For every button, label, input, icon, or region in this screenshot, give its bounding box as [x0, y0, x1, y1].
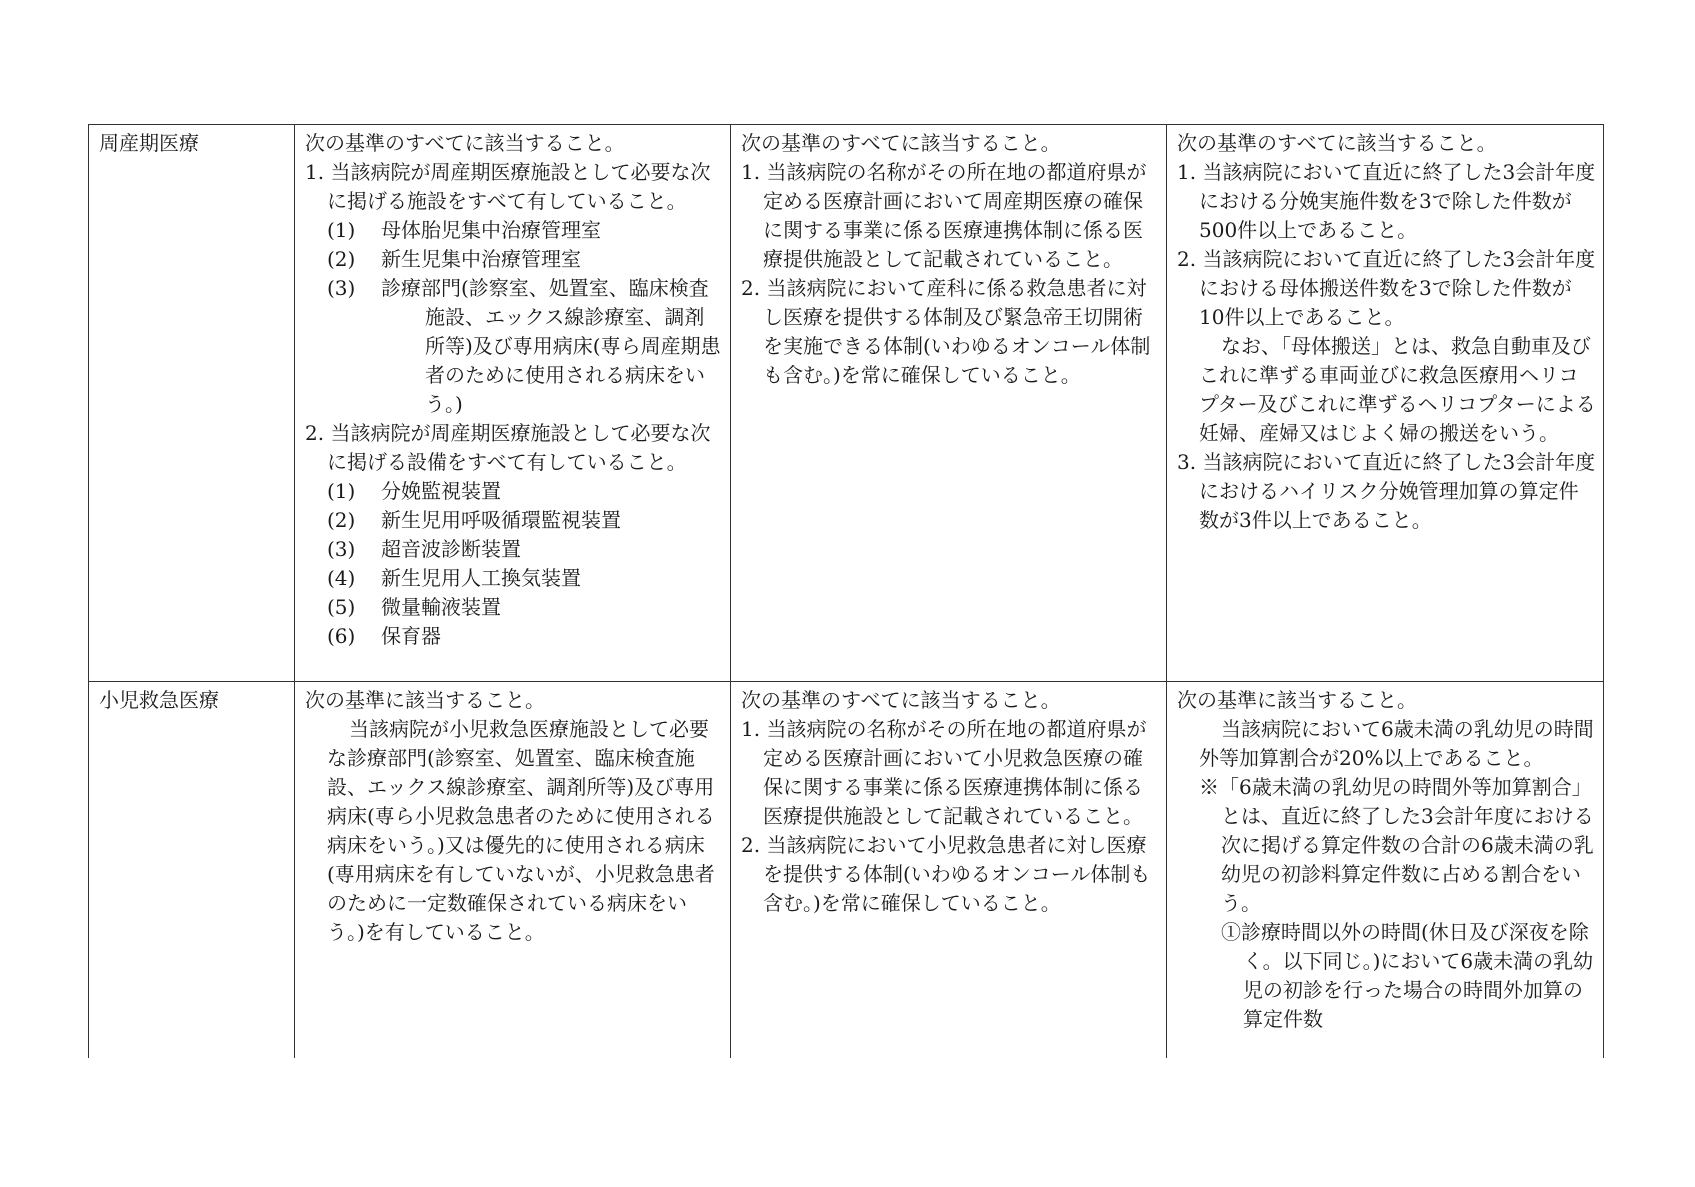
sub-item: (2) 新生児集中治療管理室	[327, 247, 581, 271]
table-row	[89, 682, 1604, 1059]
cell-heading: 次の基準のすべてに該当すること。	[741, 688, 1061, 712]
criteria-cell	[295, 682, 731, 1059]
sub-item: (2) 新生児用呼吸循環監視装置	[327, 508, 621, 532]
category-cell	[89, 682, 295, 1059]
list-item: 2. 当該病院において直近に終了した3会計年度における母体搬送件数を3で除した件数が10件以上であること。	[1177, 247, 1596, 329]
cell-heading: 次の基準のすべてに該当すること。	[741, 131, 1061, 155]
note-paragraph: なお、「母体搬送」とは、救急自動車及びこれに準ずる車両並びに救急医療用ヘリコプター及びこれに準ずるヘリコプターによる妊婦、産婦又はじよく婦の搬送をいう。	[1199, 334, 1596, 445]
criteria-cell	[1167, 125, 1604, 682]
cell-heading: 次の基準のすべてに該当すること。	[1177, 131, 1497, 155]
sub-item: (5) 微量輸液装置	[327, 595, 501, 619]
sub-item: (3) 超音波診断装置	[327, 537, 521, 561]
list-item: 1. 当該病院において直近に終了した3会計年度における分娩実施件数を3で除した件数が500件以上であること。	[1177, 160, 1596, 242]
cell-heading: 次の基準に該当すること。	[1177, 688, 1417, 712]
list-item: 1. 当該病院が周産期医療施設として必要な次に掲げる施設をすべて有していること。	[305, 160, 711, 213]
criteria-cell	[295, 125, 731, 682]
sub-item: (1) 母体胎児集中治療管理室	[327, 218, 601, 242]
sub-item: (3) 診療部門(診察室、処置室、臨床検査施設、エックス線診療室、調剤所等)及び専用病床(専ら周産期患者のために使用される病床をいう。)	[327, 276, 721, 416]
body-paragraph: 当該病院において6歳未満の乳幼児の時間外等加算割合が20%以上であること。	[1199, 717, 1594, 770]
list-item: 1. 当該病院の名称がその所在地の都道府県が定める医療計画において周産期医療の確保に関する事業に係る医療連携体制に係る医療提供施設として記載されていること。	[741, 160, 1147, 271]
cell-heading: 次の基準のすべてに該当すること。	[305, 131, 625, 155]
category-label: 周産期医療	[99, 131, 199, 155]
table-row	[89, 125, 1604, 682]
criteria-cell	[731, 682, 1167, 1059]
cell-heading: 次の基準に該当すること。	[305, 688, 545, 712]
list-item: 1. 当該病院の名称がその所在地の都道府県が定める医療計画において小児救急医療の確保に関する事業に係る医療連携体制に係る医療提供施設として記載されていること。	[741, 717, 1147, 828]
body-paragraph: 当該病院が小児救急医療施設として必要な診療部門(診察室、処置室、臨床検査施設、エックス線診療室、調剤所等)及び専用病床(専ら小児救急患者のために使用される病床をいう。)又は優先的に使用される病床(専用病床を有していないが、小児救急患者のために一定数確保されている病床をいう。)を有していること。	[327, 717, 715, 944]
criteria-cell	[731, 125, 1167, 682]
sub-item: (6) 保育器	[327, 624, 441, 648]
criteria-cell	[1167, 682, 1604, 1059]
sub-item: (4) 新生児用人工換気装置	[327, 566, 581, 590]
list-item: 2. 当該病院が周産期医療施設として必要な次に掲げる設備をすべて有していること。	[305, 421, 711, 474]
note-paragraph: ※「6歳未満の乳幼児の時間外等加算割合」とは、直近に終了した3会計年度における次に掲げる算定件数の合計の6歳未満の乳幼児の初診料算定件数に占める割合をいう。	[1199, 775, 1594, 915]
category-label: 小児救急医療	[99, 688, 219, 712]
list-item: 2. 当該病院において産科に係る救急患者に対し医療を提供する体制及び緊急帝王切開術を実施できる体制(いわゆるオンコール体制も含む。)を常に確保していること。	[741, 276, 1151, 387]
circled-item: ①診療時間以外の時間(休日及び深夜を除く。以下同じ。)において6歳未満の乳幼児の初診を行った場合の時間外加算の算定件数	[1221, 920, 1594, 1031]
list-item: 2. 当該病院において小児救急患者に対し医療を提供する体制(いわゆるオンコール体制も含む。)を常に確保していること。	[741, 833, 1151, 915]
sub-item: (1) 分娩監視装置	[327, 479, 501, 503]
criteria-table	[88, 124, 1604, 1058]
list-item: 3. 当該病院において直近に終了した3会計年度におけるハイリスク分娩管理加算の算定件数が3件以上であること。	[1177, 450, 1596, 532]
category-cell	[89, 125, 295, 682]
